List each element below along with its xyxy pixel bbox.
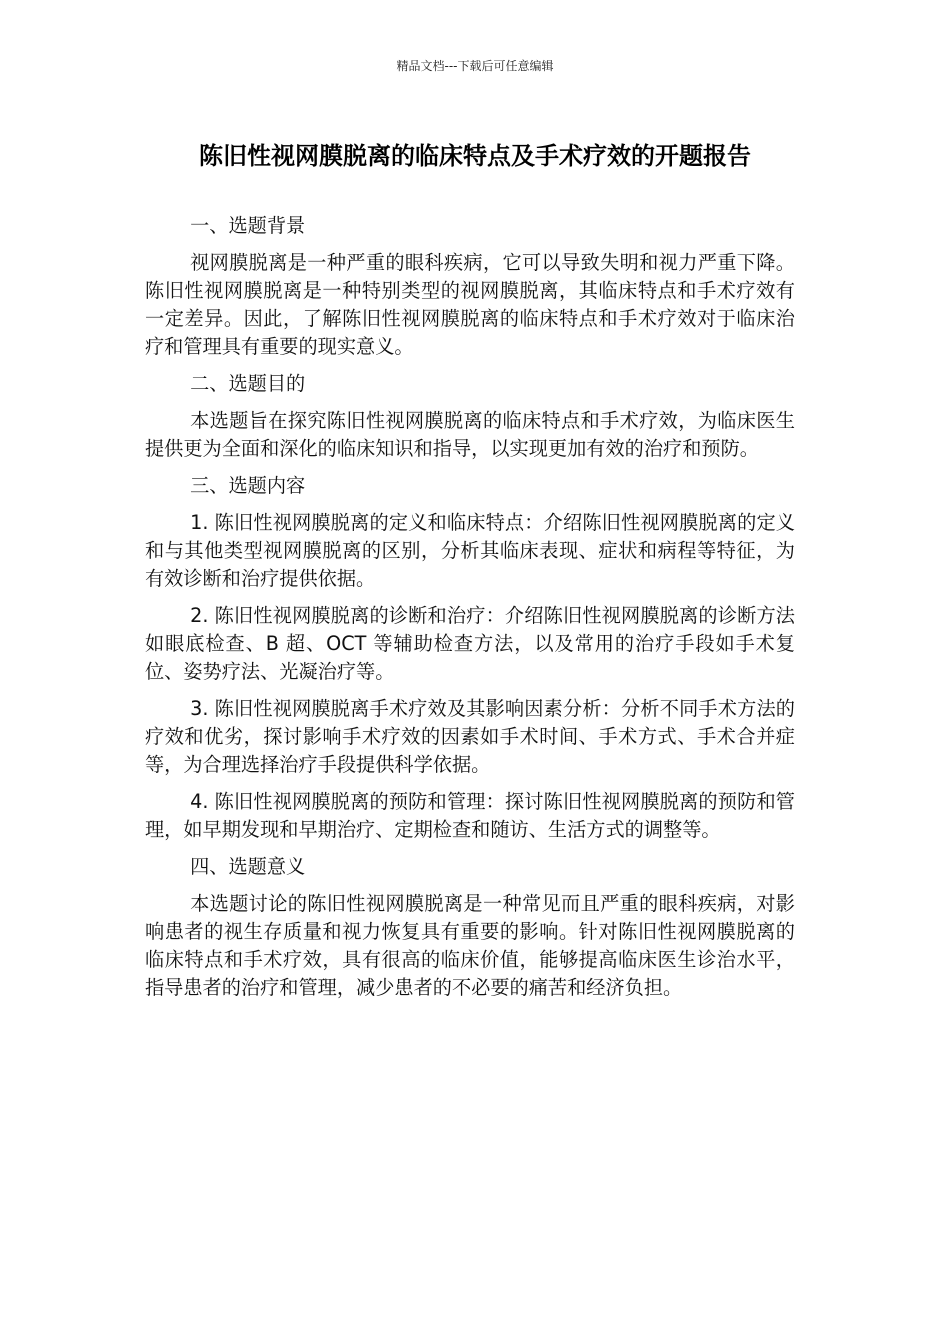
section-heading-purpose: 二、选题目的 xyxy=(190,372,306,395)
paragraph-significance: 本选题讨论的陈旧性视网膜脱离是一种常见而且严重的眼科疾病，对影响患者的视生存质量和视力恢复具有重要的影响。针对陈旧性视网膜脱离的临床特点和手术疗效，具有很高的临床价值，能够提高临床医生诊治水平，指导患者的治疗和管理，减少患者的不必要的痛苦和经济负担。 xyxy=(145,892,795,999)
document-body xyxy=(145,212,795,1011)
section-heading-background: 一、选题背景 xyxy=(190,214,306,237)
content-item-1: 1. 陈旧性视网膜脱离的定义和临床特点：介绍陈旧性视网膜脱离的定义和与其他类型视网膜脱离的区别，分析其临床表现、症状和病程等特征，为有效诊断和治疗提供依据。 xyxy=(145,511,795,590)
content-item-2: 2. 陈旧性视网膜脱离的诊断和治疗：介绍陈旧性视网膜脱离的诊断方法如眼底检查、B 超、OCT 等辅助检查方法，以及常用的治疗手段如手术复位、姿势疗法、光凝治疗等。 xyxy=(145,604,795,683)
paragraph-background: 视网膜脱离是一种严重的眼科疾病，它可以导致失明和视力严重下降。陈旧性视网膜脱离是一种特别类型的视网膜脱离，其临床特点和手术疗效有一定差异。因此，了解陈旧性视网膜脱离的临床特点和手术疗效对于临床治疗和管理具有重要的现实意义。 xyxy=(145,251,795,358)
paragraph-purpose: 本选题旨在探究陈旧性视网膜脱离的临床特点和手术疗效，为临床医生提供更为全面和深化的临床知识和指导，以实现更加有效的治疗和预防。 xyxy=(145,409,795,460)
content-item-4: 4. 陈旧性视网膜脱离的预防和管理：探讨陈旧性视网膜脱离的预防和管理，如早期发现和早期治疗、定期检查和随访、生活方式的调整等。 xyxy=(145,790,795,841)
page-header: 精品文档---下载后可任意编辑 xyxy=(396,59,554,73)
section-heading-significance: 四、选题意义 xyxy=(190,855,306,878)
section-heading-content: 三、选题内容 xyxy=(190,474,306,497)
content-item-3: 3. 陈旧性视网膜脱离手术疗效及其影响因素分析：分析不同手术方法的疗效和优劣，探讨影响手术疗效的因素如手术时间、手术方式、手术合并症等，为合理选择治疗手段提供科学依据。 xyxy=(145,697,795,776)
document-title: 陈旧性视网膜脱离的临床特点及手术疗效的开题报告 xyxy=(199,142,751,170)
